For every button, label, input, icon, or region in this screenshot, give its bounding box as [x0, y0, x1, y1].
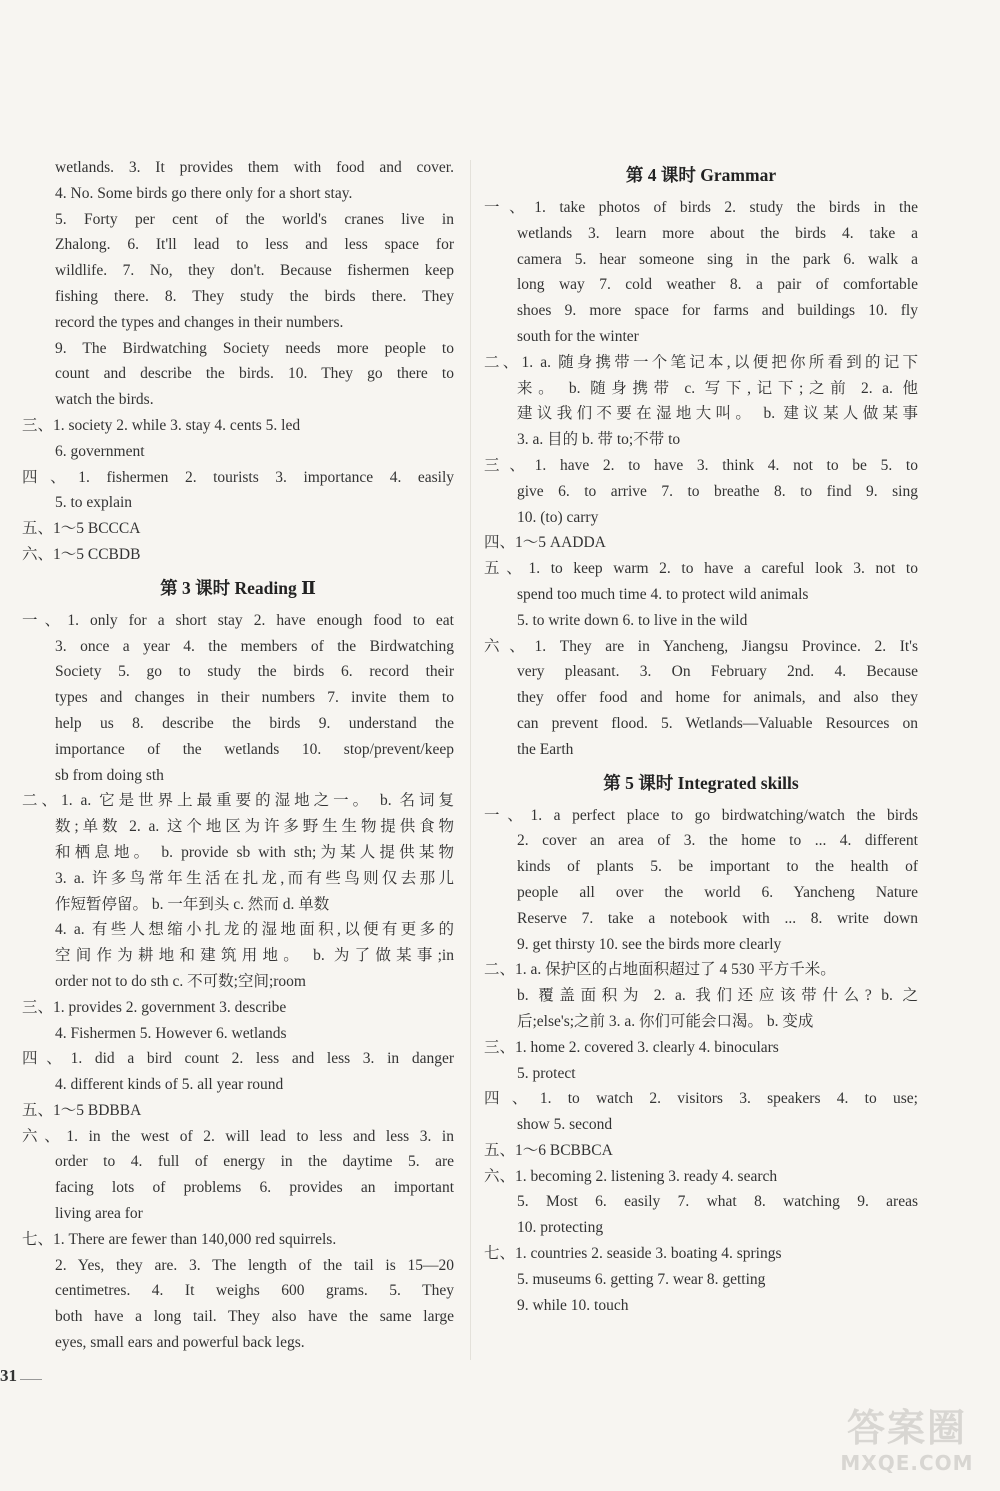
- right-answer-line: 四、1～5 AADDA: [484, 534, 606, 552]
- right-answer-line: they offer food and home for animals, and also they: [517, 689, 918, 707]
- right-answer-line: south for the winter: [517, 327, 639, 345]
- left-answer-line: count and describe the birds. 10. They go there to: [55, 365, 454, 383]
- right-answer-line: very pleasant. 3. On February 2nd. 4. Because: [517, 663, 918, 681]
- right-answer-line: people all over the world 6. Yancheng Nature: [517, 883, 918, 901]
- left-answer-line: 七、1. There are fewer than 140,000 red squirrels.: [22, 1230, 337, 1248]
- right-answer-line: show 5. second: [517, 1116, 613, 1134]
- right-answer-line: b. 覆盖面积为 2. a. 我们还应该带什么? b. 之: [517, 987, 918, 1005]
- left-answer-line: watch the birds.: [55, 391, 154, 409]
- left-answer-line: 五、1～5 BCCCA: [22, 520, 141, 538]
- left-answer-line: 2. Yes, they are. 3. The length of the tail is 15—20: [55, 1256, 454, 1274]
- left-answer-line: 9. The Birdwatching Society needs more people to: [55, 339, 454, 357]
- left-answer-line: 3. once a year 4. the members of the Birdwatching: [55, 637, 454, 655]
- right-answer-line: kinds of plants 5. be important to the health of: [517, 858, 918, 876]
- right-answer-line: 二、1. a. 保护区的占地面积超过了 4 530 平方千米。: [484, 961, 836, 979]
- right-answer-column: [484, 155, 918, 1318]
- left-answer-line: Zhalong. 6. It'll lead to less and less space for: [55, 236, 454, 254]
- left-answer-line: both have a long tail. They also have the same large: [55, 1308, 454, 1326]
- right-answer-line: 2. cover an area of 3. the home to ... 4. different: [517, 832, 918, 850]
- right-answer-line: 5. museums 6. getting 7. wear 8. getting: [517, 1270, 766, 1288]
- left-answer-line: 三、1. society 2. while 3. stay 4. cents 5. led: [22, 416, 301, 434]
- left-answer-line: centimetres. 4. It weighs 600 grams. 5. They: [55, 1282, 454, 1300]
- left-answer-line: 六、1～5 CCBDB: [22, 545, 141, 563]
- left-answer-line: importance of the wetlands 10. stop/prevent/keep: [55, 740, 454, 758]
- left-answer-column: [22, 155, 454, 1356]
- left-answer-line: types and changes in their numbers 7. invite them to: [55, 689, 454, 707]
- right-answer-line: 二、1. a. 随身携带一个笔记本,以便把你所看到的记下: [484, 353, 918, 371]
- right-answer-line: 10. protecting: [517, 1219, 604, 1237]
- left-answer-line: living area for: [55, 1205, 143, 1223]
- left-answer-line: 空间作为耕地和建筑用地。 b. 为了做某事;in: [55, 947, 454, 965]
- left-answer-line: record the types and changes in their numbers.: [55, 313, 344, 331]
- right-answer-line: 六、1. They are in Yancheng, Jiangsu Province. 2. It's: [484, 637, 918, 655]
- left-answer-line: order to 4. full of energy in the daytime 5. are: [55, 1153, 454, 1171]
- right-answer-line: 9. get thirsty 10. see the birds more clearly: [517, 935, 782, 953]
- right-answer-line: shoes 9. more space for farms and buildings 10. fly: [517, 302, 918, 320]
- left-answer-line: fishing there. 8. They study the birds there. They: [55, 287, 454, 305]
- right-answer-line: 一、1. a perfect place to go birdwatching/watch the birds: [484, 806, 918, 824]
- left-answer-line: 二、1. a. 它是世界上最重要的湿地之一。 b. 名词复: [22, 792, 454, 810]
- right-answer-line: the Earth: [517, 740, 574, 758]
- left-answer-line: eyes, small ears and powerful back legs.: [55, 1334, 305, 1352]
- right-answer-line: 三、1. have 2. to have 3. think 4. not to be 5. to: [484, 456, 918, 474]
- watermark-top: 答案圈: [846, 1406, 967, 1450]
- left-answer-line: 六、1. in the west of 2. will lead to less and less 3. in: [22, 1127, 454, 1145]
- page-number: 31: [0, 1366, 17, 1385]
- left-answer-line: 5. Forty per cent of the world's cranes live in: [55, 210, 454, 228]
- right-answer-line: Reserve 7. take a notebook with ... 8. write down: [517, 909, 918, 927]
- left-answer-line: facing lots of problems 6. provides an important: [55, 1179, 454, 1197]
- left-answer-line: 5. to explain: [55, 494, 133, 512]
- right-answer-line: 9. while 10. touch: [517, 1296, 629, 1314]
- left-answer-line: 4. a. 有些人想缩小扎龙的湿地面积,以便有更多的: [55, 921, 454, 939]
- right-answer-line: long way 7. cold weather 8. a pair of comfortable: [517, 276, 918, 294]
- right-answer-line: 五、1. to keep warm 2. to have a careful look 3. not to: [484, 560, 918, 578]
- page-number-rule: [20, 1379, 42, 1380]
- right-answer-line: 3. a. 目的 b. 带 to;不带 to: [517, 431, 681, 449]
- right-answer-line: 七、1. countries 2. seaside 3. boating 4. springs: [484, 1245, 782, 1263]
- left-answer-line: 6. government: [55, 442, 145, 460]
- left-answer-line: 和栖息地。 b. provide sb with sth;为某人提供某物: [55, 843, 454, 861]
- right-answer-line: 建议我们不要在湿地大叫。 b. 建议某人做某事: [517, 405, 918, 423]
- right-answer-line: camera 5. hear someone sing in the park 6. walk a: [517, 250, 918, 268]
- left-answer-line: 作短暂停留。 b. 一年到头 c. 然而 d. 单数: [55, 895, 330, 913]
- left-answer-line: 4. different kinds of 5. all year round: [55, 1076, 284, 1094]
- left-answer-line: 五、1～5 BDBBA: [22, 1101, 142, 1119]
- left-answer-line: 3. a. 许多鸟常年生活在扎龙,而有些鸟则仅去那儿: [55, 869, 454, 887]
- column-divider: [470, 160, 471, 1360]
- right-answer-line: 一、1. take photos of birds 2. study the birds in the: [484, 199, 918, 216]
- right-answer-line: 5. Most 6. easily 7. what 8. watching 9. areas: [517, 1193, 918, 1211]
- left-answer-line: order not to do sth c. 不可数;空间;room: [55, 972, 306, 990]
- left-answer-line: help us 8. describe the birds 9. understand the: [55, 714, 454, 732]
- left-answer-line: 四、1. fishermen 2. tourists 3. importance 4. easily: [22, 468, 454, 486]
- left-answer-line: wetlands. 3. It provides them with food and cover.: [55, 159, 454, 176]
- left-answer-line: wildlife. 7. No, they don't. Because fishermen keep: [55, 262, 454, 280]
- right-answer-line: 来。 b. 随身携带 c. 写下,记下;之前 2. a. 他: [517, 379, 918, 397]
- left-answer-line: Society 5. go to study the birds 6. record their: [55, 663, 454, 681]
- right-answer-line: 五、1～6 BCBBCA: [484, 1141, 613, 1159]
- watermark-logo: [822, 1405, 992, 1487]
- left-answer-line: 4. No. Some birds go there only for a short stay.: [55, 184, 353, 202]
- left-answer-line: 数;单数 2. a. 这个地区为许多野生生物提供食物: [55, 818, 454, 836]
- section-heading: 第 3 课时 Reading Ⅱ: [160, 577, 316, 598]
- right-answer-line: 后;else's;之前 3. a. 你们可能会口渴。 b. 变成: [517, 1012, 814, 1030]
- right-answer-line: 三、1. home 2. covered 3. clearly 4. binoculars: [484, 1038, 779, 1056]
- right-answer-line: give 6. to arrive 7. to breathe 8. to find 9. sing: [517, 482, 918, 500]
- section-heading: 第 5 课时 Integrated skills: [603, 772, 799, 793]
- left-answer-line: 4. Fishermen 5. However 6. wetlands: [55, 1024, 287, 1042]
- section-heading: 第 4 课时 Grammar: [625, 165, 777, 185]
- right-answer-line: 四、1. to watch 2. visitors 3. speakers 4. to use;: [484, 1090, 918, 1108]
- right-answer-line: 六、1. becoming 2. listening 3. ready 4. search: [484, 1167, 778, 1185]
- right-answer-line: 5. protect: [517, 1064, 576, 1082]
- left-answer-line: 一、1. only for a short stay 2. have enough food to eat: [22, 611, 454, 629]
- right-answer-line: 5. to write down 6. to live in the wild: [517, 611, 748, 629]
- left-answer-line: sb from doing sth: [55, 766, 164, 784]
- watermark-bottom: MXQE.COM: [840, 1451, 974, 1475]
- left-answer-line: 四、1. did a bird count 2. less and less 3. in danger: [22, 1050, 454, 1068]
- right-answer-line: 10. (to) carry: [517, 508, 599, 526]
- right-answer-line: wetlands 3. learn more about the birds 4. take a: [517, 224, 918, 242]
- left-answer-line: 三、1. provides 2. government 3. describe: [22, 998, 287, 1016]
- right-answer-line: can prevent flood. 5. Wetlands—Valuable Resources on: [517, 714, 918, 732]
- right-answer-line: spend too much time 4. to protect wild animals: [517, 585, 809, 603]
